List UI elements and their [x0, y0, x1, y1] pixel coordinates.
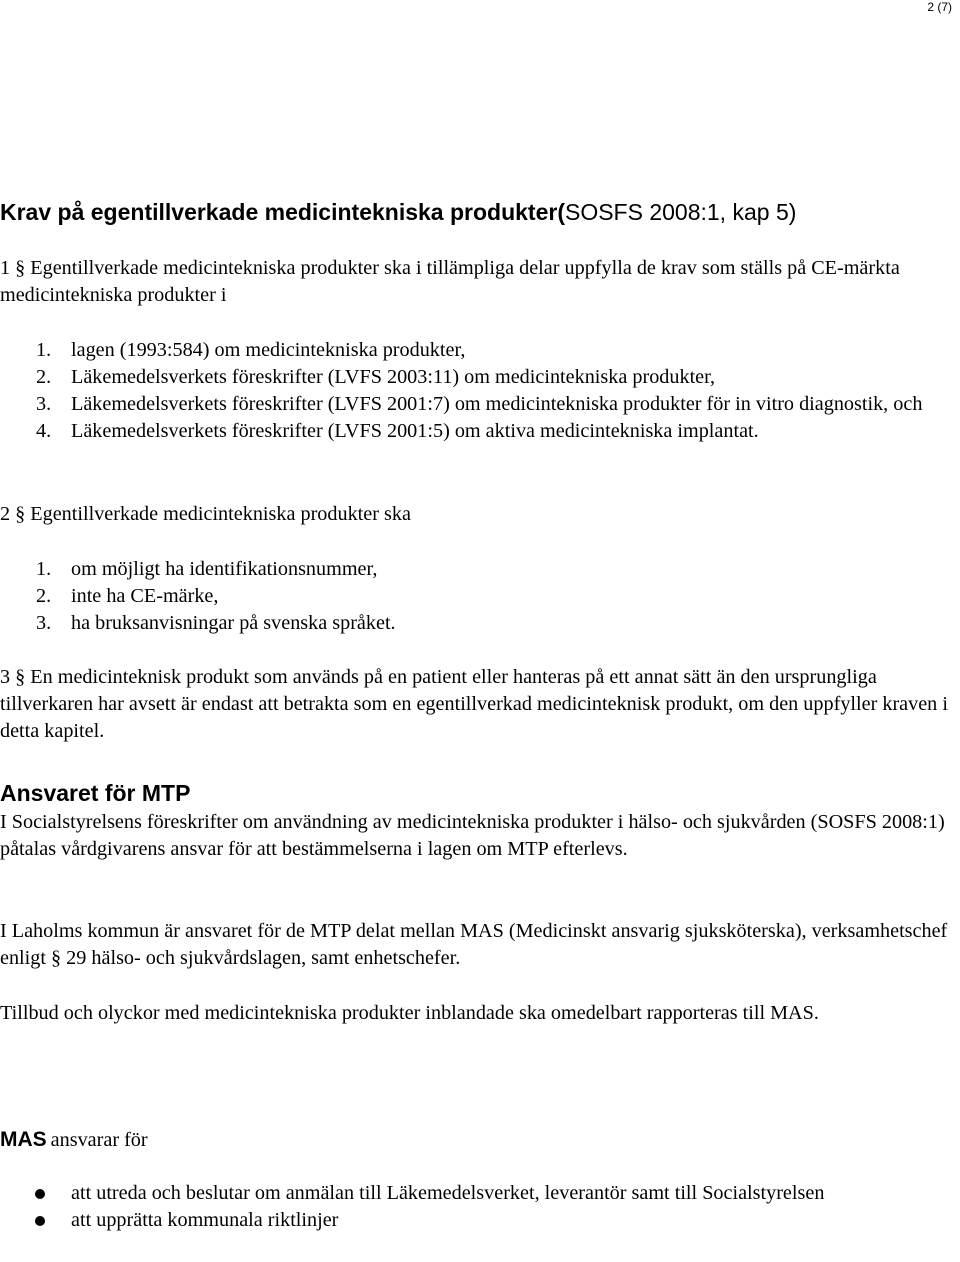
section-heading-ansvar: Ansvaret för MTP	[0, 780, 191, 806]
mas-heading-bold: MAS	[0, 1128, 47, 1151]
paragraph-4: I Socialstyrelsens föreskrifter om användning av medicintekniska produkter i hälso- och sjukvården (SOSFS 2008:1) påtalas vårdgivarens ansvar för att bestämmelserna i lagen om MTP efterlevs.	[0, 811, 945, 860]
bullet-text: att upprätta kommunala riktlinjer	[71, 1209, 339, 1231]
list-item	[0, 418, 951, 445]
section-symbol: §	[15, 666, 26, 688]
list-1	[0, 337, 951, 445]
paragraph-2	[0, 501, 950, 528]
mas-heading-text: ansvarar för	[50, 1129, 148, 1151]
title-bold: Krav på egentillverkade medicintekniska produkter(	[0, 199, 565, 225]
list-item	[0, 1207, 851, 1234]
list-item	[0, 1180, 851, 1207]
paragraph-6: Tillbud och olyckor med medicintekniska produkter inblandade ska omedelbart rapporteras till MAS.	[0, 1002, 819, 1024]
list-2	[0, 556, 951, 637]
list-item-text: Läkemedelsverkets föreskrifter (LVFS 2003:11) om medicintekniska produkter,	[71, 366, 716, 388]
section-symbol: §	[51, 947, 62, 969]
paragraph-5-text-after: 29 hälso- och sjukvårdslagen, samt enhetschefer.	[66, 947, 461, 969]
list-item-text: inte ha CE-märke,	[71, 585, 219, 607]
list-item-text: lagen (1993:584) om medicintekniska produkter,	[71, 339, 466, 361]
list-item-number: 2.	[36, 585, 52, 607]
list-item-text: Läkemedelsverkets föreskrifter (LVFS 2001:7) om medicintekniska produkter för in vitro diagnostik, och	[71, 393, 923, 415]
list-item	[0, 610, 951, 637]
section-symbol: §	[15, 257, 26, 279]
bullet-text: att utreda och beslutar om anmälan till Läkemedelsverket, leverantör samt till Socialstyrelsen	[71, 1182, 825, 1204]
paragraph-5-text-before: I Laholms kommun är ansvaret för de MTP delat mellan MAS (Medicinskt ansvarig sjuksköterska), verksamhetschef enligt	[0, 920, 948, 969]
list-item	[0, 556, 951, 583]
paragraph-3-number: 3	[0, 666, 11, 688]
list-item	[0, 583, 951, 610]
list-item-text: Läkemedelsverkets föreskrifter (LVFS 2001:5) om aktiva medicintekniska implantat.	[71, 420, 759, 442]
list-item-number: 3.	[36, 612, 52, 634]
list-item-number: 1.	[36, 558, 52, 580]
list-item-number: 4.	[36, 420, 52, 442]
list-item	[0, 364, 951, 391]
mas-heading	[0, 1125, 148, 1157]
paragraph-3-text: En medicinteknisk produkt som används på en patient eller hanteras på ett annat sätt än den ursprungliga tillverkaren har avsett är endast att betrakta som en egentillverkad medicinteknisk produkt, om den uppfyller kraven i detta kapitel.	[0, 666, 948, 742]
list-item-text: om möjligt ha identifikationsnummer,	[71, 558, 378, 580]
list-item	[0, 337, 951, 364]
bullet-icon	[35, 1216, 45, 1226]
paragraph-1-number: 1	[0, 257, 11, 279]
list-item-text: ha bruksanvisningar på svenska språket.	[71, 612, 396, 634]
page-number: 2 (7)	[927, 0, 952, 14]
paragraph-5	[0, 918, 950, 972]
list-item-number: 3.	[36, 393, 52, 415]
paragraph-2-number: 2	[0, 503, 11, 525]
paragraph-1	[0, 255, 950, 309]
list-item-number: 2.	[36, 366, 52, 388]
bullet-icon	[35, 1189, 45, 1199]
paragraph-3	[0, 664, 950, 745]
section-symbol: §	[15, 503, 26, 525]
page-title	[0, 197, 796, 227]
title-reference: SOSFS 2008:1, kap 5)	[564, 199, 797, 225]
paragraph-2-text: Egentillverkade medicintekniska produkter ska	[30, 503, 411, 525]
list-item	[0, 391, 951, 418]
list-item-number: 1.	[36, 339, 52, 361]
mas-bullet-list	[0, 1180, 851, 1234]
paragraph-1-text: Egentillverkade medicintekniska produkter ska i tillämpliga delar uppfylla de krav som ställs på CE-märkta medicintekniska produkter i	[0, 257, 900, 306]
